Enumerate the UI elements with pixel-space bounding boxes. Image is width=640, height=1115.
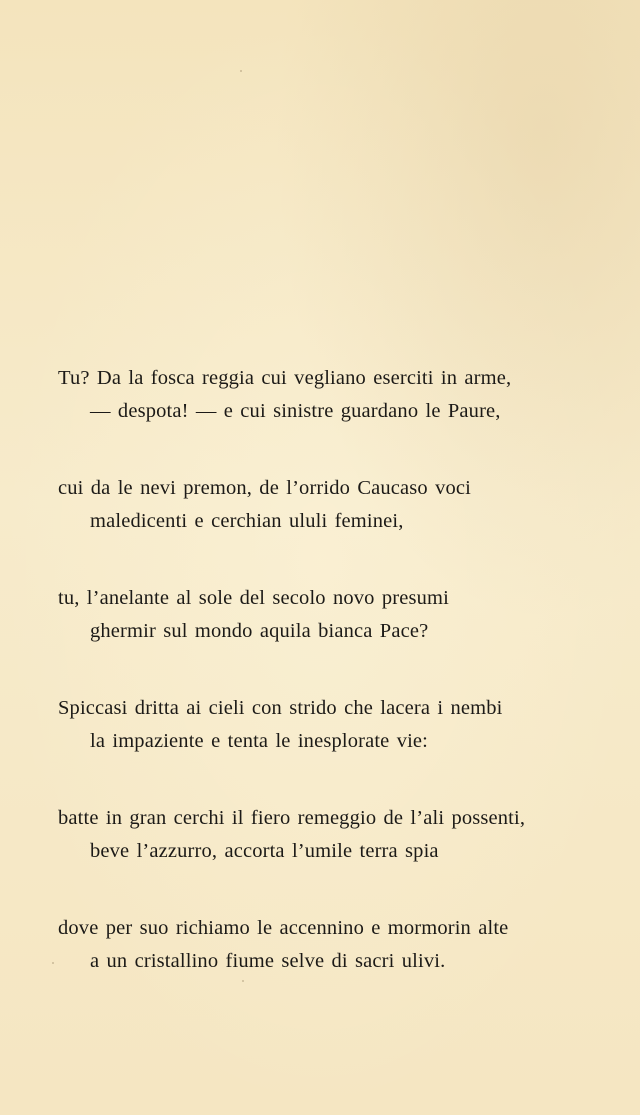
paper-speck (52, 962, 54, 964)
stanza-4 (58, 692, 618, 758)
paper-speck (240, 70, 242, 72)
verse-line: Tu? Da la fosca reggia cui vegliano eserciti in arme, (58, 367, 512, 389)
stanza-3 (58, 582, 618, 648)
verse-line: dove per suo richiamo le accennino e mormorin alte (58, 917, 509, 939)
verse-line-indented: la impaziente e tenta le inesplorate vie: (90, 730, 429, 752)
stanza-1 (58, 362, 618, 428)
poem-text (58, 362, 618, 1022)
verse-line-indented: ghermir sul mondo aquila bianca Pace? (90, 620, 429, 642)
verse-line: Spiccasi dritta ai cieli con strido che lacera i nembi (58, 697, 503, 719)
stanza-6 (58, 912, 618, 978)
verse-line-indented: — despota! — e cui sinistre guardano le Paure, (90, 400, 501, 422)
verse-line: cui da le nevi premon, de l’orrido Caucaso voci (58, 477, 471, 499)
verse-line-indented: a un cristallino fiume selve di sacri ulivi. (90, 950, 446, 972)
verse-line: batte in gran cerchi il fiero remeggio de l’ali possenti, (58, 807, 526, 829)
stanza-5 (58, 802, 618, 868)
verse-line: tu, l’anelante al sole del secolo novo presumi (58, 587, 449, 609)
verse-line-indented: beve l’azzurro, accorta l’umile terra spia (90, 840, 439, 862)
stanza-2 (58, 472, 618, 538)
verse-line-indented: maledicenti e cerchian ululi feminei, (90, 510, 404, 532)
